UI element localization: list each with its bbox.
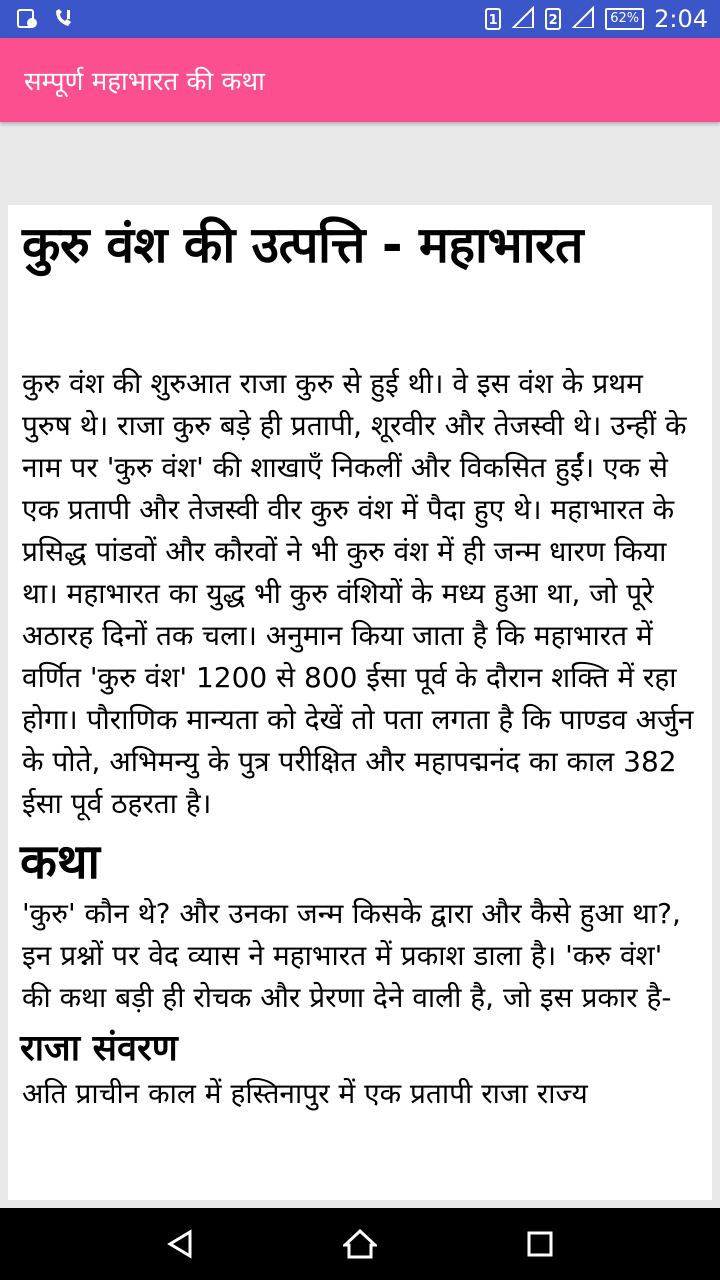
back-button[interactable] [163, 1226, 199, 1262]
recents-square-icon [526, 1230, 554, 1258]
home-button[interactable] [342, 1226, 378, 1262]
status-bar [0, 0, 720, 38]
article-intro: कुरु वंश की शुरुआत राजा कुरु से हुई थी। वे इस वंश के प्रथम पुरुष थे। राजा कुरु बड़े ही प्रतापी, शूरवीर और तेजस्वी थे। उन्हीं के नाम पर 'कुरु वंश' की शाखाएँ निकलीं और विकसित हुईं। एक से एक प्रतापी और तेजस्वी वीर कुरु वंश में पैदा हुए थे। महाभारत के प्रसिद्ध पांडवों और कौरवों ने भी कुरु वंश में ही जन्म धारण किया था। महाभारत का युद्ध भी कुरु वंशियों के मध्य हुआ था, जो पूरे अठारह दिनों तक चला। अनुमान किया जाता है कि महाभारत में वर्णित 'कुरु वंश' 1200 से 800 ईसा पूर्व के दौरान शक्ति में रहा होगा। पौराणिक मान्यता को देखें तो पता लगता है कि पाण्डव अर्जुन के पोते, अभिमन्यु के पुत्र परीक्षित और महापद्मनंद का काल 382 ईसा पूर्व ठहरता है। [22, 367, 694, 820]
sim1-badge: 1 [485, 8, 501, 30]
section-heading-katha: कथा [20, 834, 100, 890]
section-heading-raja-samvaran: राजा संवरण [20, 1028, 178, 1069]
signal-icon [511, 6, 535, 32]
missed-call-icon [52, 8, 74, 34]
back-triangle-icon [166, 1229, 196, 1259]
section-text-katha: 'कुरु' कौन थे? और उनका जन्म किसके द्वारा और कैसे हुआ था?, इन प्रश्नों पर वेद व्यास ने महाभारत में प्रकाश डाला है। 'करु वंश' की कथा बड़ी ही रोचक और प्रेरणा देने वाली है, जो इस प्रकार है- [22, 897, 681, 1014]
section-text-raja-samvaran: अति प्राचीन काल में हस्तिनापुर में एक प्रतापी राजा राज्य [22, 1077, 588, 1110]
navigation-bar [0, 1208, 720, 1280]
home-icon [343, 1229, 377, 1259]
sim2-badge: 2 [545, 8, 561, 30]
article-content[interactable] [8, 205, 712, 1200]
screenshot-notification-icon [16, 8, 38, 34]
app-title: सम्पूर्ण महाभारत की कथा [24, 67, 265, 97]
article-title: कुरु वंश की उत्पत्ति - महाभारत [22, 216, 583, 274]
battery-indicator: 62% [605, 8, 644, 30]
signal-icon [571, 6, 595, 32]
recents-button[interactable] [522, 1226, 558, 1262]
clock: 2:04 [654, 5, 708, 33]
app-bar [0, 38, 720, 122]
